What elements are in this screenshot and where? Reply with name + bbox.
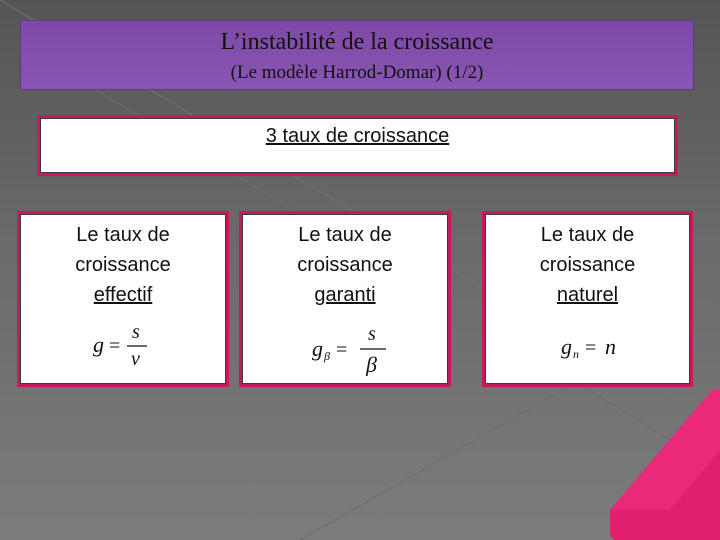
svg-text:β: β	[324, 349, 330, 363]
rate-label-line2: croissance	[297, 254, 393, 276]
svg-text:=: =	[585, 337, 597, 359]
rate-label-line1: Le taux de	[298, 224, 392, 246]
svg-text:=: =	[109, 335, 121, 357]
rate-label-type: naturel	[556, 284, 619, 306]
svg-text:β: β	[366, 352, 377, 376]
svg-text:n: n	[605, 334, 616, 359]
slide-title-box	[20, 20, 694, 90]
svg-text:g: g	[93, 332, 104, 357]
svg-text:=: =	[336, 339, 348, 361]
svg-text:g: g	[561, 334, 572, 359]
rate-label	[485, 220, 690, 310]
rate-label-line2: croissance	[539, 254, 636, 276]
formula-naturel	[485, 328, 690, 368]
rate-box-garanti	[239, 211, 451, 387]
svg-text:n: n	[573, 347, 579, 361]
rate-label	[242, 220, 448, 310]
slide-subtitle: (Le modèle Harrod-Domar) (1/2)	[230, 62, 484, 83]
rate-box-naturel	[482, 211, 693, 387]
rate-label	[20, 220, 226, 310]
rate-label-type: garanti	[314, 284, 376, 306]
rate-label-line1: Le taux de	[76, 224, 170, 246]
formula-effectif	[20, 318, 226, 368]
svg-text:s: s	[368, 323, 376, 345]
slide-title: L’instabilité de la croissance	[220, 29, 494, 55]
rate-label-line2: croissance	[75, 254, 171, 276]
svg-text:g: g	[312, 336, 323, 361]
rate-label-type: effectif	[93, 284, 153, 306]
header-label: 3 taux de croissance	[265, 125, 450, 147]
corner-accent	[610, 390, 720, 540]
formula-garanti	[242, 320, 448, 376]
svg-text:v: v	[131, 348, 140, 368]
rate-box-effectif	[17, 211, 229, 387]
svg-text:s: s	[132, 321, 140, 343]
header-box	[37, 115, 678, 176]
rate-label-line1: Le taux de	[540, 224, 635, 246]
